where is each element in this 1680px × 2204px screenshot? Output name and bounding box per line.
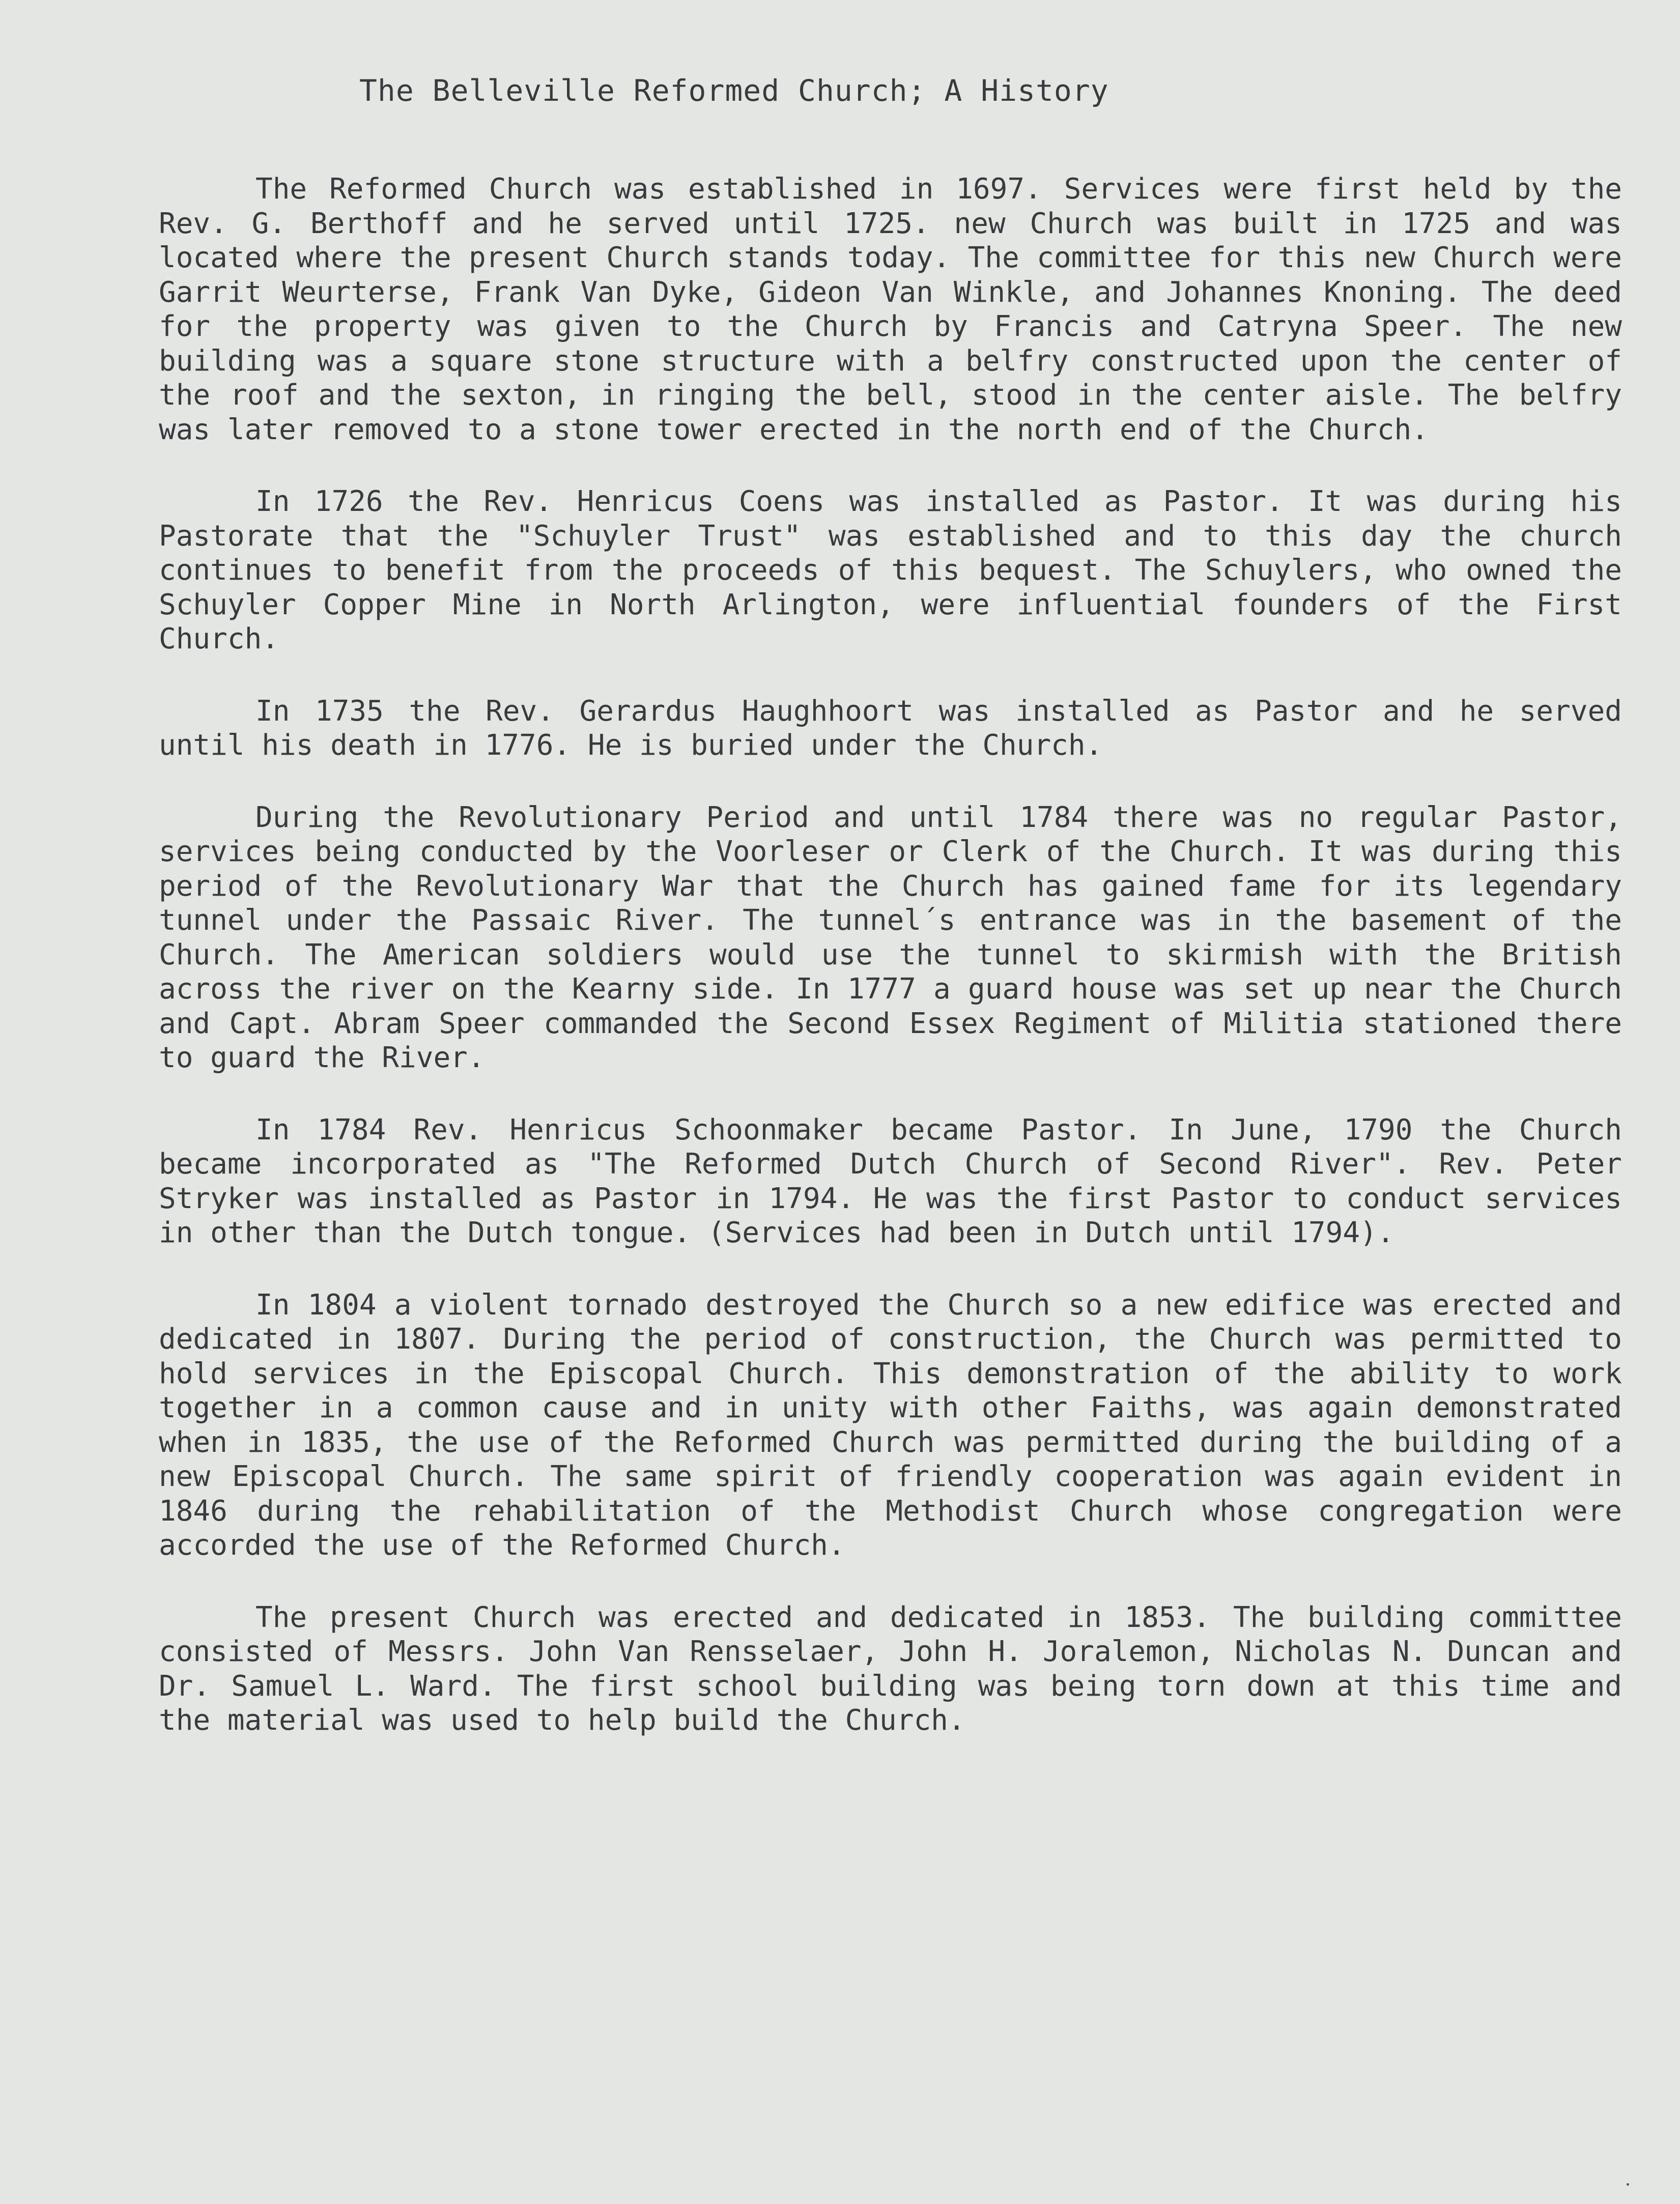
document-title: The Belleville Reformed Church; A History bbox=[359, 73, 1109, 108]
paper-speck bbox=[1627, 2183, 1629, 2186]
paragraph-revolutionary-period: During the Revolutionary Period and until 1784 there was no regular Pastor, services being conducted by the Voorleser or Clerk of the Church. It was during this period of the Revolutionary War that the Church has gained fame for its legendary tunnel under the Passaic River. The tunnel´s entrance was in the basement of the Church. The American soldiers would use the tunnel to skirmish with the British across the river on the Kearny side. In 1777 a guard house was set up near the Church and Capt. Abram Speer commanded the Second Essex Regiment of Militia stationed there to guard the River. bbox=[159, 800, 1622, 1074]
document-body bbox=[159, 172, 1622, 1776]
paragraph-schoonmaker: In 1784 Rev. Henricus Schoonmaker became Pastor. In June, 1790 the Church became incorporated as "The Reformed Dutch Church of Second River". Rev. Peter Stryker was installed as Pastor in 1794. He was the first Pastor to conduct services in other than the Dutch tongue. (Services had been in Dutch until 1794). bbox=[159, 1113, 1622, 1249]
paragraph-founding: The Reformed Church was established in 1697. Services were first held by the Rev. G. Berthoff and he served until 1725. new Church was built in 1725 and was located where the present Church stands today. The committee for this new Church were Garrit Weurterse, Frank Van Dyke, Gideon Van Winkle, and Johannes Knoning. The deed for the property was given to the Church by Francis and Catryna Speer. The new building was a square stone structure with a belfry constructed upon the center of the roof and the sexton, in ringing the bell, stood in the center aisle. The belfry was later removed to a stone tower erected in the north end of the Church. bbox=[159, 173, 1622, 446]
paragraph-haughhoort: In 1735 the Rev. Gerardus Haughhoort was installed as Pastor and he served until his death in 1776. He is buried under the Church. bbox=[159, 694, 1622, 762]
paragraph-coens-pastorate: In 1726 the Rev. Henricus Coens was installed as Pastor. It was during his Pastorate that the "Schuyler Trust" was established and to this day the church continues to benefit from the proceeds of this bequest. The Schuylers, who owned the Schuyler Copper Mine in North Arlington, were influential founders of the First Church. bbox=[159, 485, 1622, 655]
paragraph-tornado: In 1804 a violent tornado destroyed the Church so a new edifice was erected and dedicated in 1807. During the period of construction, the Church was permitted to hold services in the Episcopal Church. This demonstration of the ability to work together in a common cause and in unity with other Faiths, was again demonstrated when in 1835, the use of the Reformed Church was permitted during the building of a new Episcopal Church. The same spirit of friendly cooperation was again evident in 1846 during the rehabilitation of the Methodist Church whose congregation were accorded the use of the Reformed Church. bbox=[159, 1288, 1622, 1562]
paragraph-present-church: The present Church was erected and dedicated in 1853. The building committee consisted of Messrs. John Van Rensselaer, John H. Joralemon, Nicholas N. Duncan and Dr. Samuel L. Ward. The first school building was being torn down at this time and the material was used to help build the Church. bbox=[159, 1600, 1622, 1737]
